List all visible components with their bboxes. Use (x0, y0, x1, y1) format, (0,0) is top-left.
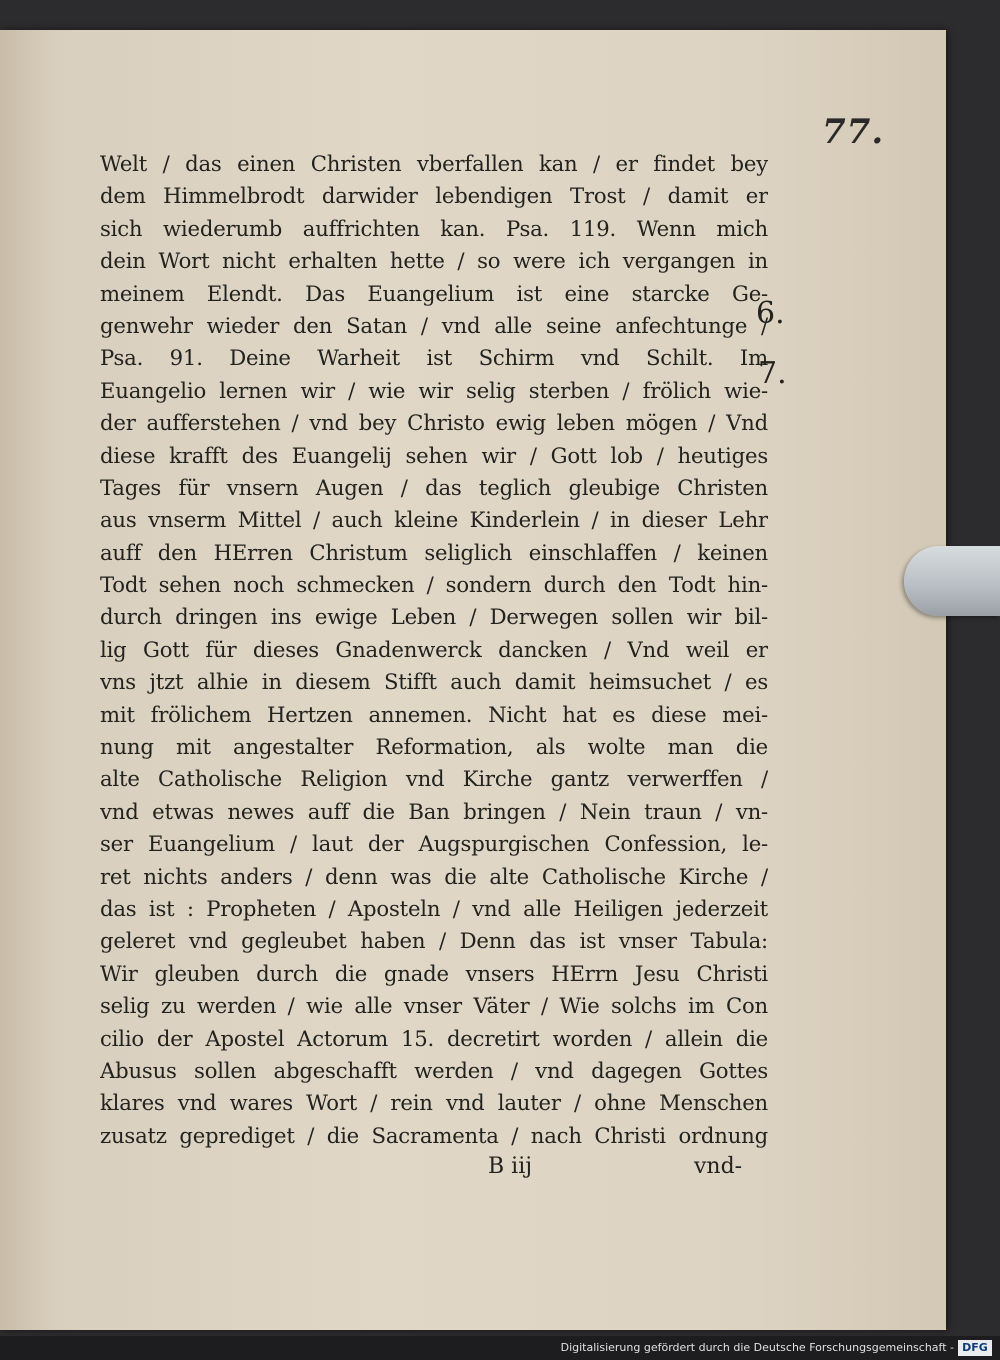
text-line: Psa. 91. Deine Warheit ist Schirm vnd Schilt. Im (100, 345, 768, 371)
text-line: diese krafft des Euangelij sehen wir / Gott lob / heutiges (100, 442, 768, 468)
text-line: cilio der Apostel Actorum 15. decretirt worden / allein die (100, 1025, 768, 1051)
text-line: das ist : Propheten / Aposteln / vnd alle Heiligen jederzeit (100, 895, 768, 921)
text-line: selig zu werden / wie alle vnser Väter / Wie solchs im Con (100, 993, 768, 1019)
text-line: mit frölichem Hertzen annemen. Nicht hat es diese mei- (100, 701, 768, 727)
footer-credit: Digitalisierung gefördert durch die Deutsche Forschungsgemeinschaft - (560, 1341, 954, 1354)
text-line: auff den HErren Christum seliglich einschlaffen / keinen (100, 539, 768, 565)
text-line: sich wiederumb auffrichten kan. Psa. 119. Wenn mich (100, 215, 768, 241)
text-line: Euangelio lernen wir / wie wir selig sterben / frölich wie- (100, 377, 768, 403)
catchword: vnd- (694, 1154, 743, 1179)
body-text (100, 148, 768, 1152)
text-line: Welt / das einen Christen vberfallen kan / er findet bey (100, 151, 768, 176)
text-line: alte Catholische Religion vnd Kirche gantz verwerffen / (100, 766, 768, 792)
text-line: aus vnserm Mittel / auch kleine Kinderlein / in dieser Lehr (100, 507, 768, 533)
text-line: Wir gleuben durch die gnade vnsers HErrn Jesu Christi (100, 960, 768, 986)
book-page (0, 30, 946, 1330)
text-line: Abusus sollen abgeschafft werden / vnd dagegen Gottes (100, 1057, 768, 1083)
text-line: zusatz geprediget / die Sacramenta / nach Christi ordnung (100, 1122, 768, 1148)
margin-note: 6. (756, 296, 785, 331)
page-number: 77. (822, 112, 885, 152)
text-line: vnd etwas newes auff die Ban bringen / Nein traun / vn- (100, 798, 768, 824)
text-line: meinem Elendt. Das Euangelium ist eine starcke Ge- (100, 280, 768, 306)
text-line: nung mit angestalter Reformation, als wolte man die (100, 734, 768, 760)
text-line: ser Euangelium / laut der Augspurgischen Confession, le- (100, 831, 768, 857)
text-line: klares vnd wares Wort / rein vnd lauter / ohne Menschen (100, 1090, 768, 1116)
text-line: dem Himmelbrodt darwider lebendigen Trost / damit er (100, 183, 768, 209)
text-line: dein Wort nicht erhalten hette / so were ich vergangen in (100, 248, 768, 274)
text-line: durch dringen ins ewige Leben / Derwegen sollen wir bil- (100, 604, 768, 630)
page-clip (904, 546, 1000, 616)
text-line: vns jtzt alhie in diesem Stifft auch damit heimsuchet / es (100, 669, 768, 695)
text-line: Todt sehen noch schmecken / sondern durch den Todt hin- (100, 572, 768, 598)
margin-note: 7. (758, 356, 787, 391)
text-line: genwehr wieder den Satan / vnd alle seine anfechtunge / (100, 312, 768, 338)
text-line: Tages für vnsern Augen / das teglich gleubige Christen (100, 474, 768, 500)
dfg-logo: DFG (958, 1340, 992, 1356)
text-line: der aufferstehen / vnd bey Christo ewig leben mögen / Vnd (100, 410, 768, 436)
text-line: ret nichts anders / denn was die alte Catholische Kirche / (100, 863, 768, 889)
text-line: geleret vnd gegleubet haben / Denn das ist vnser Tabula: (100, 928, 768, 954)
signature-mark: B iij (488, 1154, 533, 1179)
text-line: lig Gott für dieses Gnadenwerck dancken / Vnd weil er (100, 636, 768, 662)
